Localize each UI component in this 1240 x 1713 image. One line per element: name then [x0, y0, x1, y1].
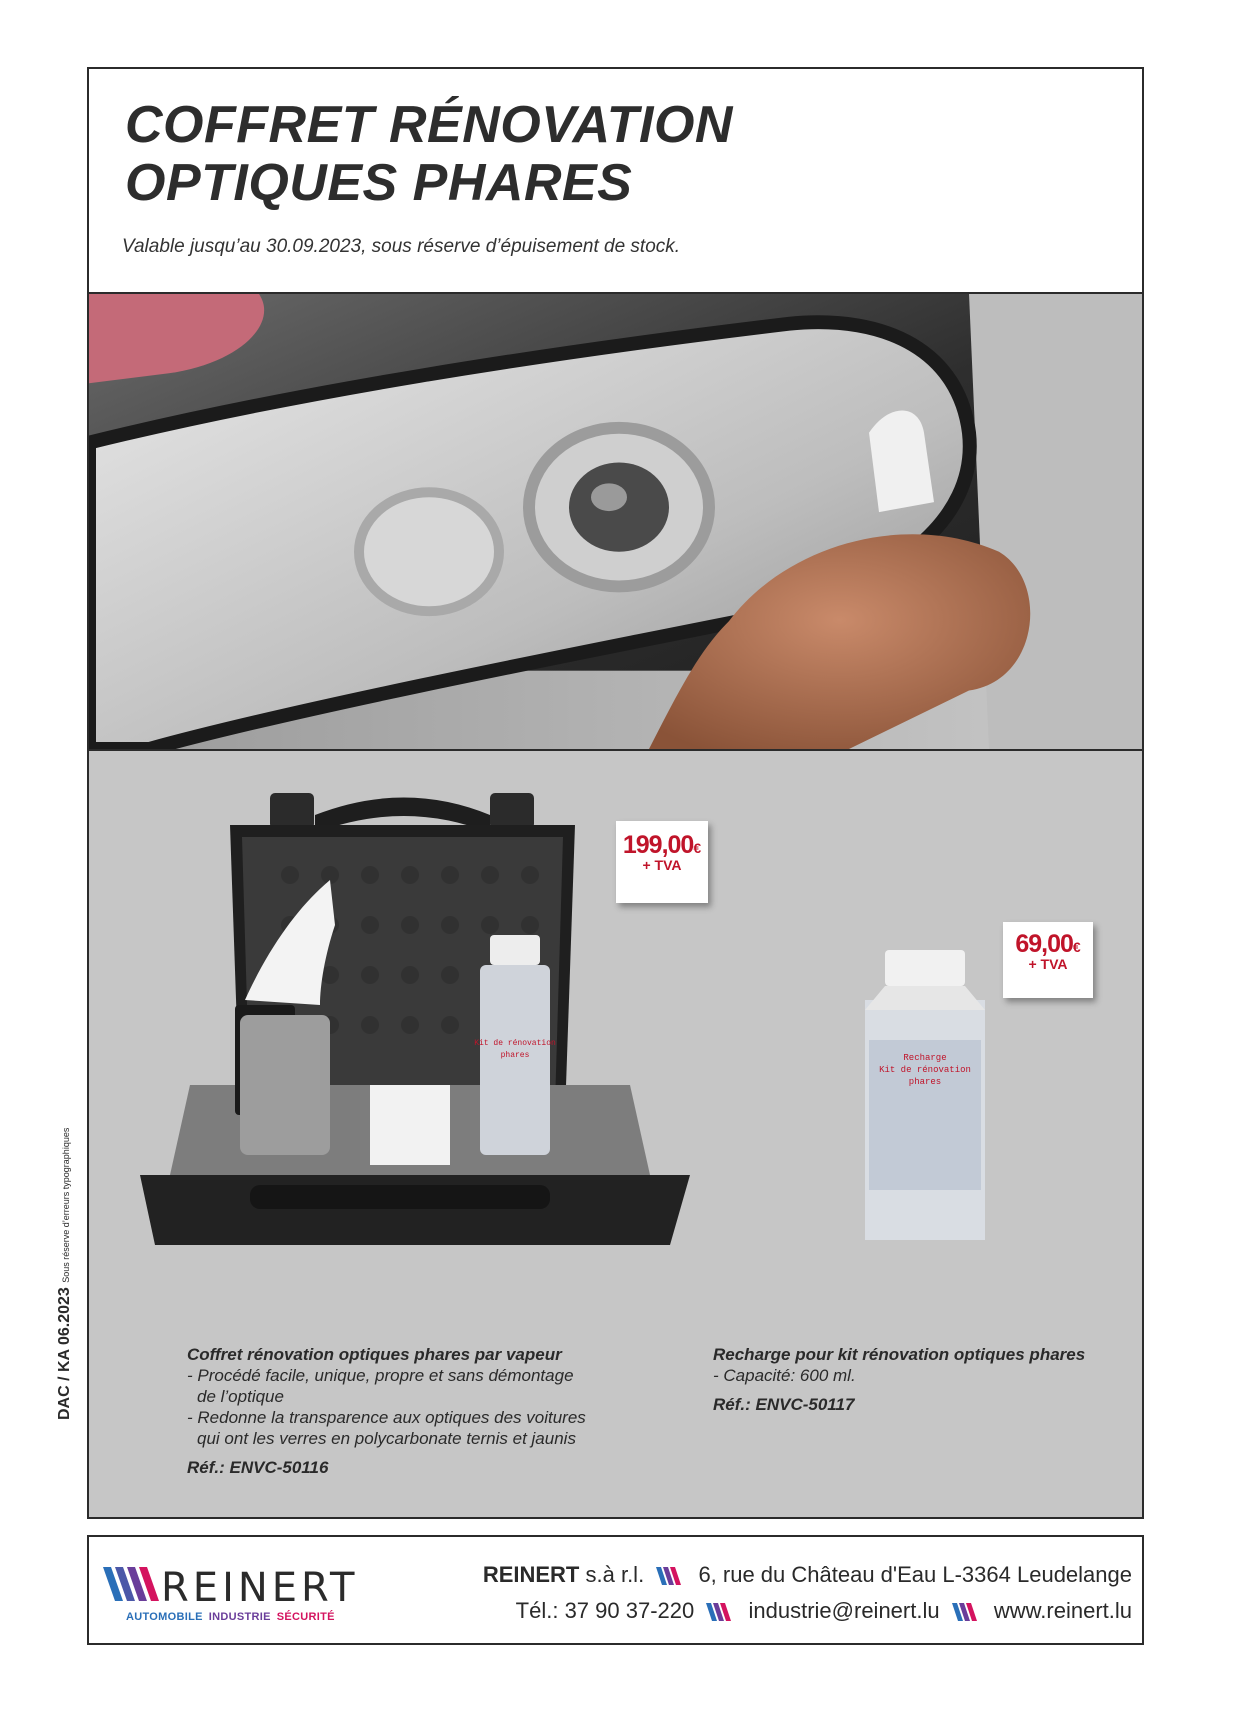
kit-feature-2-cont: qui ont les verres en polycarbonate ternis et jaunis	[197, 1429, 576, 1448]
kit-reference: Réf.: ENVC-50116	[187, 1458, 329, 1477]
page-title	[125, 96, 733, 212]
stripes-icon	[656, 1567, 686, 1585]
tagline-automobile: AUTOMOBILE	[126, 1611, 203, 1623]
reinert-logo	[101, 1561, 401, 1609]
kit-feature-1: - Procédé facile, unique, propre et sans démontage	[187, 1366, 574, 1385]
side-note-code: DAC / KA 06.2023	[56, 1287, 73, 1420]
stripes-icon	[952, 1603, 982, 1621]
product-description-refill	[713, 1344, 1143, 1415]
refill-heading: Recharge pour kit rénovation optiques phares	[713, 1345, 1086, 1364]
title-line-2: OPTIQUES PHARES	[125, 154, 633, 212]
headlight-photo	[89, 292, 1142, 751]
case-bottle-label-line-2: phares	[500, 1051, 530, 1060]
price-refill-currency: €	[1072, 939, 1081, 955]
address: 6, rue du Château d'Eau L-3364 Leudelange	[698, 1562, 1132, 1587]
side-note	[56, 1128, 74, 1420]
tagline-industrie: INDUSTRIE	[208, 1611, 271, 1623]
kit-feature-1-cont: de l’optique	[197, 1387, 284, 1406]
refill-label-line-2: Kit de rénovation	[879, 1065, 971, 1075]
validity-note: Valable jusqu’au 30.09.2023, sous réserve d’épuisement de stock.	[122, 236, 681, 257]
refill-label-line-3: phares	[908, 1077, 942, 1087]
case-bottle-label-line-1: Kit de rénovation	[474, 1039, 556, 1048]
title-line-1: COFFRET RÉNOVATION	[125, 96, 733, 154]
price-kit: 199,00	[622, 831, 694, 859]
product-case-image	[130, 785, 690, 1265]
price-tag-refill	[1003, 922, 1093, 998]
price-refill: 69,00	[1015, 930, 1073, 958]
price-kit-currency: €	[693, 840, 702, 856]
company-name: REINERT	[482, 1562, 580, 1587]
company-suffix: s.à r.l.	[585, 1562, 645, 1587]
price-tag-kit	[616, 821, 708, 903]
tagline	[126, 1611, 341, 1623]
contact-line-1	[483, 1557, 1132, 1593]
refill-bottle-image	[855, 950, 995, 1250]
contact-line-2	[483, 1593, 1132, 1629]
refill-label-line-1: Recharge	[903, 1053, 947, 1063]
tagline-securite: SÉCURITÉ	[276, 1611, 335, 1623]
email-link[interactable]: industrie@reinert.lu	[748, 1598, 940, 1623]
kit-heading: Coffret rénovation optiques phares par vapeur	[187, 1345, 562, 1364]
price-kit-tax: + TVA	[642, 857, 682, 873]
logo-text: REINERT	[161, 1565, 359, 1609]
side-note-disclaimer: Sous réserve d’erreurs typographiques	[61, 1127, 71, 1283]
product-description-kit	[187, 1344, 657, 1478]
stripes-icon	[706, 1603, 736, 1621]
refill-reference: Réf.: ENVC-50117	[713, 1395, 855, 1414]
website-link[interactable]: www.reinert.lu	[993, 1598, 1132, 1623]
footer	[87, 1535, 1144, 1645]
price-refill-tax: + TVA	[1028, 956, 1068, 972]
contact-block	[483, 1557, 1132, 1629]
refill-feature-1: - Capacité: 600 ml.	[713, 1366, 856, 1385]
phone: Tél.: 37 90 37-220	[515, 1598, 695, 1623]
kit-feature-2: - Redonne la transparence aux optiques des voitures	[187, 1408, 586, 1427]
